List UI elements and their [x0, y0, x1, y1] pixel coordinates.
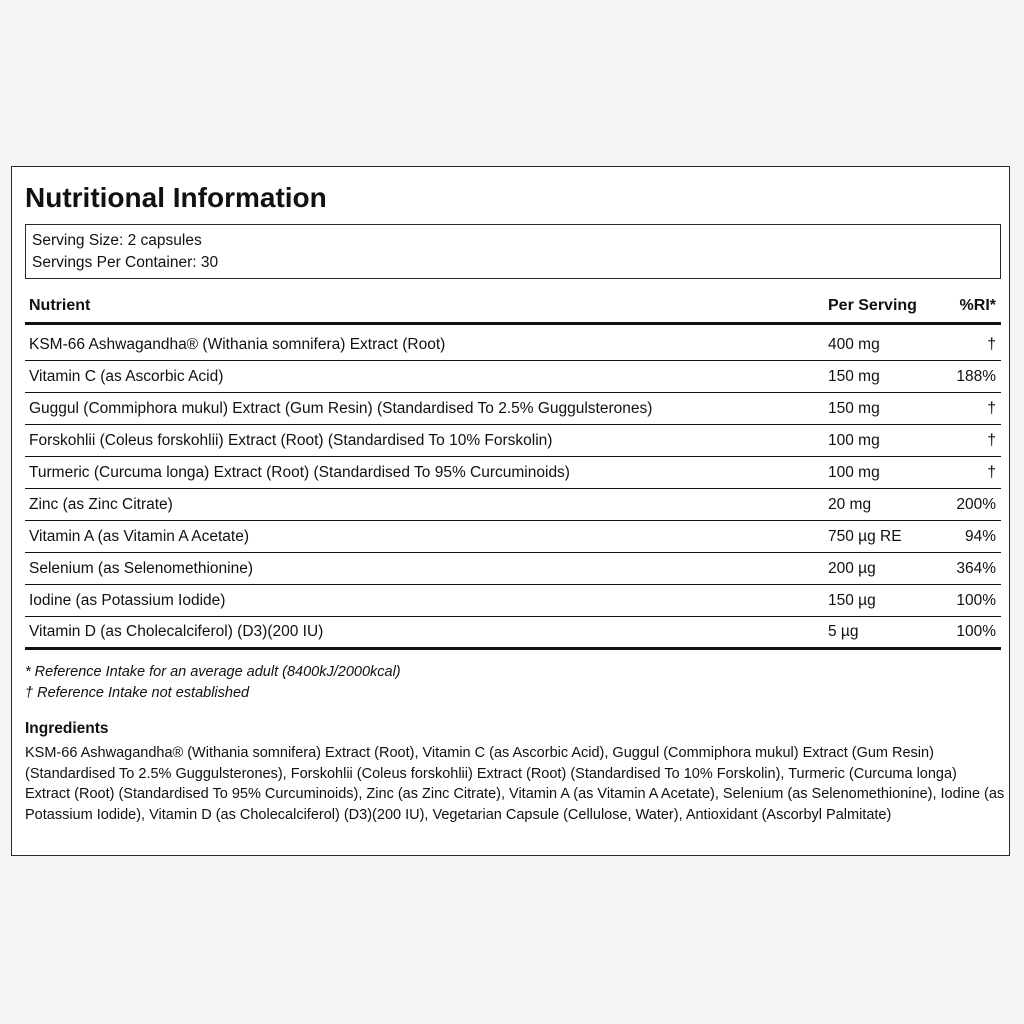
per-serving-value: 100 mg [828, 431, 880, 449]
ri-value: † [987, 335, 996, 353]
table-header-row [25, 289, 1001, 325]
table-row [25, 361, 1001, 393]
serving-size: Serving Size: 2 capsules [32, 232, 202, 249]
table-row [25, 617, 1001, 650]
ingredients-text: KSM-66 Ashwagandha® (Withania somnifera) Extract (Root), Vitamin C (as Ascorbic Acid), Guggul (Commiphora mukul) Extract (Gum Resin) (Standardised To 2.5% Guggulsterones), Forskohlii (Coleus forskohlii) Extract (Root) (Standardised To 10% Forskolin), Turmeric (Curcuma longa) Extract (Root) (Standardised To 95% Curcuminoids), Zinc (as Zinc Citrate), Vitamin A (as Vitamin A Acetate), Selenium (as Selenomethionine), Iodine (as Potassium Iodide), Vitamin D (as Cholecalciferol) (D3)(200 IU), Vegetarian Capsule (Cellulose, Water), Antioxidant (Ascorbyl Palmitate) [25, 745, 1005, 823]
nutrient-name: Zinc (as Zinc Citrate) [29, 495, 173, 513]
per-serving-value: 20 mg [828, 495, 872, 513]
ri-value: 188% [956, 367, 996, 385]
nutrient-name: Turmeric (Curcuma longa) Extract (Root) (Standardised To 95% Curcuminoids) [29, 463, 570, 481]
nutrient-name: Vitamin A (as Vitamin A Acetate) [29, 527, 249, 545]
nutrient-name: Iodine (as Potassium Iodide) [29, 591, 226, 609]
per-serving-value: 200 µg [828, 559, 876, 577]
servings-per-container: Servings Per Container: 30 [32, 254, 219, 271]
nutrient-name: Forskohlii (Coleus forskohlii) Extract (Root) (Standardised To 10% Forskolin) [29, 431, 553, 449]
table-row [25, 457, 1001, 489]
nutrient-name: KSM-66 Ashwagandha® (Withania somnifera) Extract (Root) [29, 335, 446, 353]
per-serving-value: 5 µg [828, 623, 859, 640]
table-row [25, 325, 1001, 361]
nutrient-name: Vitamin D (as Cholecalciferol) (D3)(200 IU) [29, 623, 324, 640]
serving-info-box [25, 224, 1001, 279]
ri-value: 100% [956, 591, 996, 609]
ri-value: † [987, 399, 996, 417]
table-row [25, 521, 1001, 553]
per-serving-value: 150 mg [828, 399, 880, 417]
header-ri: %RI* [959, 296, 996, 314]
nutrient-name: Selenium (as Selenomethionine) [29, 559, 254, 577]
nutrition-panel [11, 166, 1010, 856]
table-row [25, 425, 1001, 457]
per-serving-value: 750 µg RE [828, 527, 902, 545]
per-serving-value: 150 mg [828, 367, 880, 385]
footnote-reference-intake: * Reference Intake for an average adult (8400kJ/2000kcal) [25, 664, 401, 680]
ri-value: † [987, 431, 996, 449]
table-row [25, 393, 1001, 425]
per-serving-value: 100 mg [828, 463, 880, 481]
nutrient-table [25, 289, 1001, 650]
footnotes [25, 662, 1001, 704]
ingredients-heading: Ingredients [25, 720, 109, 737]
ri-value: 200% [956, 495, 996, 513]
header-per-serving: Per Serving [828, 296, 917, 314]
per-serving-value: 400 mg [828, 335, 880, 353]
ri-value: † [987, 463, 996, 481]
header-nutrient: Nutrient [29, 296, 91, 314]
ri-value: 364% [956, 559, 996, 577]
table-row [25, 553, 1001, 585]
table-row [25, 489, 1001, 521]
ri-value: 94% [964, 527, 996, 545]
nutrient-name: Vitamin C (as Ascorbic Acid) [29, 367, 224, 385]
nutrient-name: Guggul (Commiphora mukul) Extract (Gum Resin) (Standardised To 2.5% Guggulsterones) [29, 399, 653, 417]
table-row [25, 585, 1001, 617]
per-serving-value: 150 µg [828, 591, 876, 609]
ri-value: 100% [956, 623, 996, 640]
footnote-not-established: † Reference Intake not established [25, 685, 250, 701]
page-title: Nutritional Information [25, 182, 327, 213]
